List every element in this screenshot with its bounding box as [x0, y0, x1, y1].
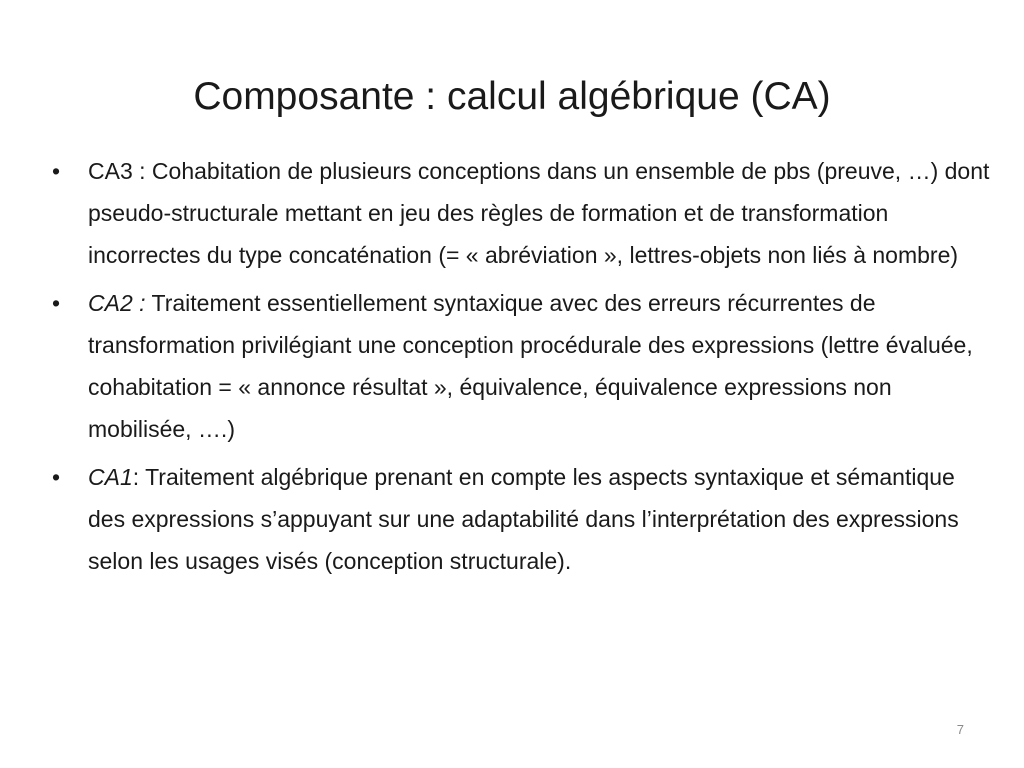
- bullet-marker-icon: •: [52, 158, 61, 184]
- bullet-list: [52, 150, 992, 588]
- bullet-label: CA2 :: [88, 290, 146, 316]
- bullet-marker-icon: •: [52, 464, 61, 490]
- bullet-item-ca3: [52, 150, 992, 276]
- bullet-marker-icon: •: [52, 290, 61, 316]
- page-number: 7: [956, 722, 964, 737]
- bullet-item-ca1: [52, 456, 992, 582]
- bullet-item-ca2: [52, 282, 992, 450]
- bullet-text: : Traitement algébrique prenant en compte les aspects syntaxique et sémantique des expressions s’appuyant sur une adaptabilité dans l’interprétation des expressions selon les usages visés (conception structurale).: [88, 464, 959, 574]
- bullet-text: Traitement essentiellement syntaxique avec des erreurs récurrentes de transformation privilégiant une conception procédurale des expressions (lettre évaluée, cohabitation = « annonce résultat », équivalence, équivalence expressions non mobilisée, ….): [88, 290, 973, 442]
- bullet-text: Cohabitation de plusieurs conceptions dans un ensemble de pbs (preuve, …) dont pseudo-structurale mettant en jeu des règles de formation et de transformation incorrectes du type concaténation (= « abréviation », lettres-objets non liés à nombre): [88, 158, 990, 268]
- slide-title: Composante : calcul algébrique (CA): [193, 75, 831, 118]
- bullet-label: CA1: [88, 464, 133, 490]
- bullet-label: CA3 :: [88, 158, 146, 184]
